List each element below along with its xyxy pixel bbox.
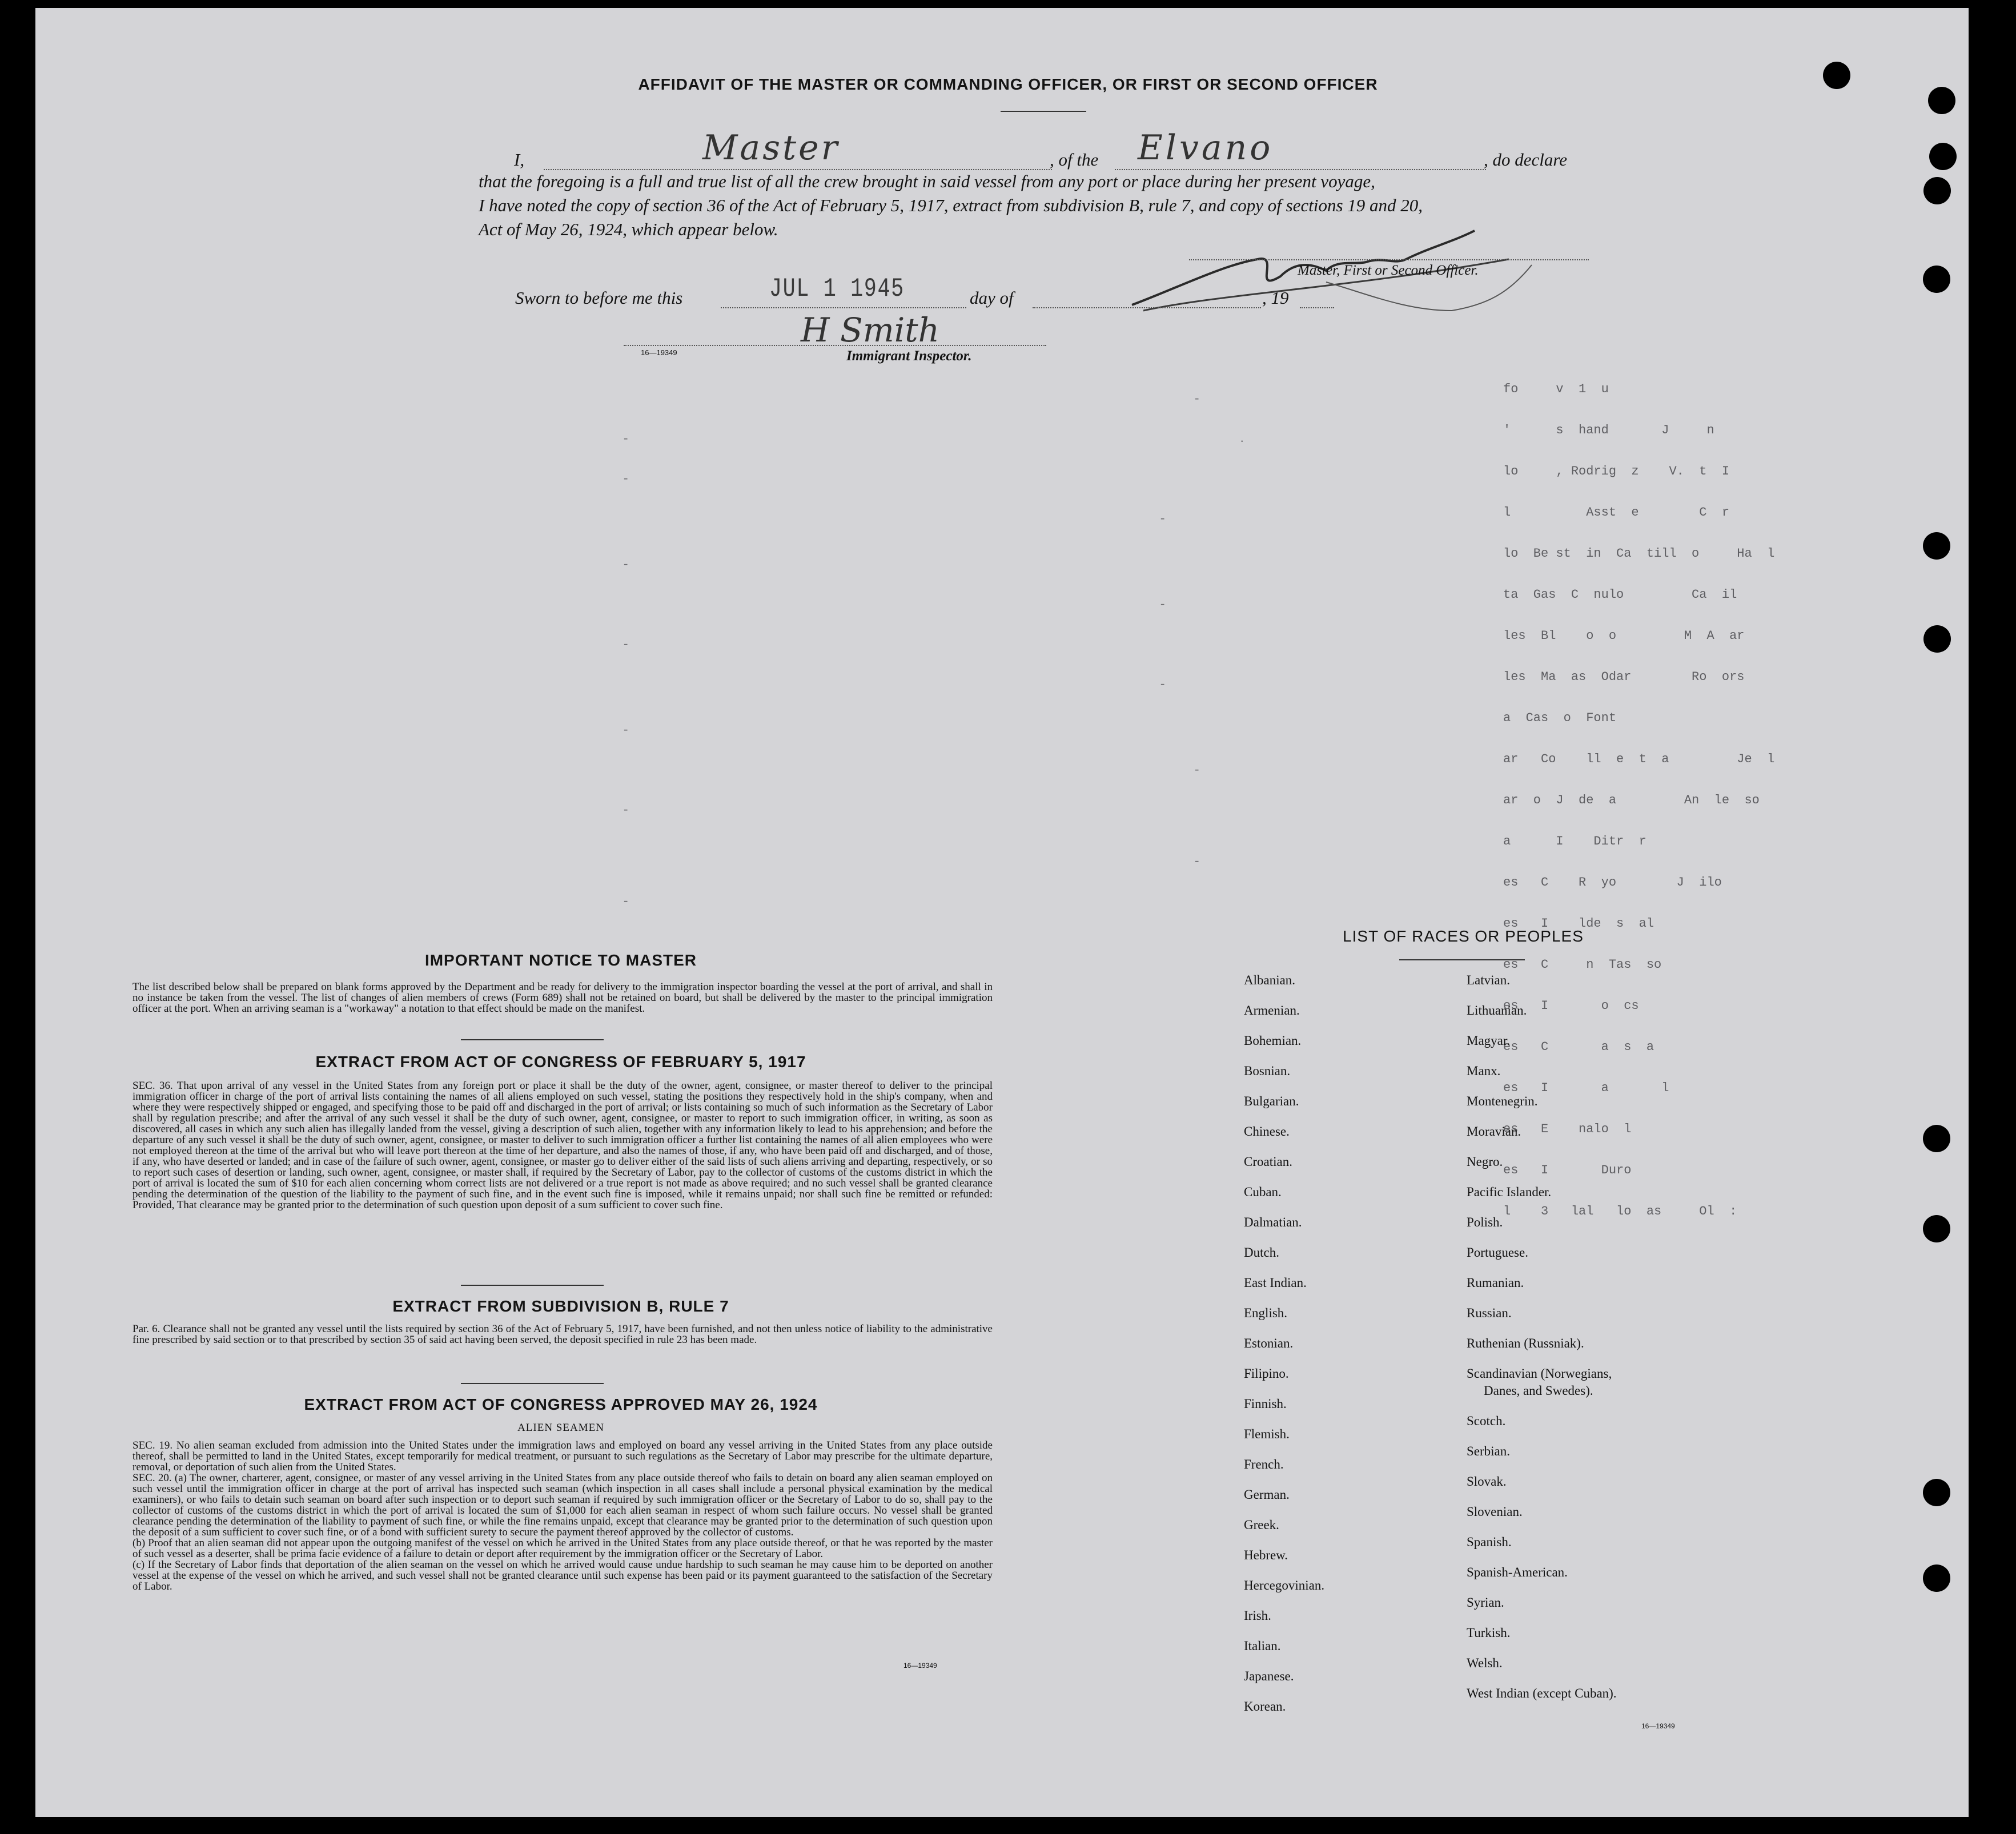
- sworn-year-line: [1300, 307, 1334, 308]
- punch-hole: [1923, 532, 1950, 560]
- punch-hole: [1923, 1564, 1950, 1592]
- inspector-caption: Immigrant Inspector.: [846, 348, 972, 364]
- bleed-through-line: a I Ditr r: [1503, 834, 1646, 848]
- extract-1924-text: [132, 1440, 993, 1592]
- punch-hole: [1928, 87, 1955, 114]
- punch-hole: [1923, 1125, 1950, 1152]
- dash-mark: -: [624, 470, 628, 485]
- signature-line: [1189, 259, 1589, 260]
- race-entry: Filipino.: [1244, 1366, 1289, 1381]
- section-divider: [461, 1039, 604, 1040]
- bleed-through-line: es C n Tas so: [1503, 958, 1662, 972]
- race-entry: Bohemian.: [1244, 1033, 1302, 1048]
- notice-title: IMPORTANT NOTICE TO MASTER: [424, 951, 697, 969]
- bleed-through-line: es C a s a: [1503, 1040, 1654, 1054]
- bleed-through-line: es I a l: [1503, 1081, 1669, 1095]
- master-name-handwritten: Master: [702, 128, 840, 168]
- race-entry: Turkish.: [1467, 1626, 1511, 1640]
- punch-hole: [1823, 62, 1850, 89]
- dash-mark: -: [1195, 762, 1199, 776]
- race-entry: Cuban.: [1244, 1185, 1282, 1199]
- race-entry: Dutch.: [1244, 1245, 1279, 1260]
- affidavit-form-number: 16—19349: [641, 348, 677, 357]
- race-entry: Croatian.: [1244, 1155, 1292, 1169]
- bleed-through-line: es I o cs: [1503, 999, 1639, 1013]
- bleed-through-line: a Cas o Font: [1503, 711, 1617, 725]
- affidavit-body-line-3: Act of May 26, 1924, which appear below.: [479, 219, 778, 239]
- bleed-through-line: ' s hand J n: [1503, 423, 1714, 437]
- bleed-through-line: lo , Rodrig z V. t I: [1503, 464, 1730, 478]
- race-entry: Greek.: [1244, 1518, 1279, 1532]
- bleed-through-line: l Asst e C r: [1503, 505, 1730, 520]
- race-entry: Flemish.: [1244, 1427, 1290, 1441]
- dash-mark: -: [624, 636, 628, 650]
- races-right-column: [1467, 973, 1724, 1716]
- race-entry: German.: [1244, 1487, 1290, 1502]
- punch-hole: [1923, 177, 1951, 204]
- year-prefix-label: , 19: [1262, 288, 1289, 308]
- race-entry: Scotch.: [1467, 1414, 1506, 1428]
- race-entry: Finnish.: [1244, 1397, 1287, 1411]
- dash-mark: -: [624, 802, 628, 816]
- race-entry: Danes, and Swedes).: [1484, 1383, 1593, 1398]
- races-form-number: 16—19349: [1641, 1722, 1675, 1730]
- races-divider: [1399, 959, 1525, 960]
- race-entry: English.: [1244, 1306, 1288, 1320]
- dash-mark: -: [624, 431, 628, 445]
- extract-1917-text: SEC. 36. That upon arrival of any vessel in the United States from any foreign port or place it shall be the duty of the owner, agent, consignee, or master thereof to deliver to the principal immigration officer in charge of the port of arrival lists containing the names of all aliens employed on such vessel, stating the positions they respectively hold in the ship's company, when and where they were respectively shipped or engaged, and specifying those to be paid off and discharged in the port of arrival; or lists containing so much of such information as the Secretary of Labor shall by regulation prescribe; and after the arrival of any such vessel it shall be the duty of such owner, agent, consignee, or master to report to such immigration officer, in writing, as soon as discovered, all cases in which any such alien has illegally landed from the vessel, giving a description of such alien, together with any information likely to lead to his apprehension; and before the departure of any such vessel it shall be the duty of such owner, agent, consignee, or master to deliver to such immigration officer a further list containing the names of all alien employees who were not employed thereon at the time of the arrival but who will leave port thereon at the time of her departure, and also the names of those, if any, who have been paid off and discharged, and of those, if any, who have deserted or landed; and in case of the failure of such owner, agent, consignee, or master go to deliver either of the said lists of such aliens arriving and departing, respectively, or so to report such cases of desertion or landing, such owner, agent, consignee, or master shall, if required by the Secretary of Labor, pay to the collector of customs of the customs district in which the port of arrival is located the sum of $10 for each alien concerning whom correct lists are not delivered or a true report is not made as above required; and no such vessel shall be granted clearance pending the determination of the question of the liability to the payment of such fine, and in the event such fine is imposed, while it remains unpaid; nor shall such fine be remitted or refunded: Provided, That clearance may be granted prior to the determination of such question upon deposit of a sum sufficient to cover such fine.: [132, 1080, 993, 1211]
- bleed-through-line: es I Duro: [1503, 1163, 1632, 1177]
- race-entry: Moravian.: [1467, 1124, 1521, 1139]
- master-name-line: [544, 169, 1052, 170]
- race-entry: Magyar.: [1467, 1033, 1511, 1048]
- sec-20b-text: (b) Proof that an alien seaman did not appear upon the outgoing manifest of the vessel on which he arrived in the United States from any place outside thereof, or that he was reported by the master of such vessel as a deserter, shall be prima facie evidence of a failure to detain or deport after requirement by the immigration officer or the Secretary of Labor.: [132, 1537, 993, 1560]
- race-entry: Syrian.: [1467, 1595, 1504, 1610]
- inspector-signature: H Smith: [801, 311, 939, 349]
- bleed-through-line: ar Co ll e t a Je l: [1503, 752, 1775, 766]
- dash-mark: -: [1160, 676, 1165, 690]
- race-entry: Negro.: [1467, 1155, 1503, 1169]
- dash-mark: -: [1160, 510, 1165, 525]
- race-entry: West Indian (except Cuban).: [1467, 1686, 1617, 1700]
- dash-mark: -: [1160, 596, 1165, 610]
- race-entry: Spanish-American.: [1467, 1565, 1568, 1579]
- race-entry: Russian.: [1467, 1306, 1512, 1320]
- bleed-through-line: les Ma as Odar Ro ors: [1503, 670, 1745, 684]
- race-entry: French.: [1244, 1457, 1284, 1471]
- signature-caption: Master, First or Second Officer.: [1298, 263, 1479, 278]
- bleed-through-line: ta Gas C nulo Ca il: [1503, 588, 1737, 602]
- race-entry: Spanish.: [1467, 1535, 1512, 1549]
- race-entry: Armenian.: [1244, 1003, 1300, 1017]
- race-entry: Rumanian.: [1467, 1276, 1524, 1290]
- bleed-through-line: l 3 lal lo as Ol :: [1503, 1204, 1737, 1218]
- sworn-label: Sworn to before me this: [515, 288, 683, 308]
- race-entry: Ruthenian (Russniak).: [1467, 1336, 1584, 1350]
- affidavit-title: AFFIDAVIT OF THE MASTER OR COMMANDING OFFICER, OR FIRST OR SECOND OFFICER: [638, 75, 1378, 93]
- race-entry: Irish.: [1244, 1608, 1271, 1623]
- sec-20c-text: (c) If the Secretary of Labor finds that deportation of the alien seaman on the vessel on which he arrived would cause undue hardship to such seaman he may cause him to be deported on another vessel at the expense of the vessel on which he arrived, and such vessel shall not be granted clearance until such expense has been paid or its payment guaranteed to the satisfaction of the Secretary of Labor.: [132, 1559, 993, 1592]
- race-entry: Hercegovinian.: [1244, 1578, 1325, 1592]
- day-of-label: day of: [970, 288, 1014, 308]
- affidavit-pronoun: I,: [514, 150, 525, 170]
- extract-1917-title: EXTRACT FROM ACT OF CONGRESS OF FEBRUARY 5, 1917: [315, 1053, 806, 1071]
- vessel-name-line: [1115, 169, 1486, 170]
- bleed-through-line: es I lde s al: [1503, 916, 1654, 931]
- affidavit-body-line-2: I have noted the copy of section 36 of the Act of February 5, 1917, extract from subdivision B, rule 7, and copy of sections 19 and 20,: [479, 195, 1423, 215]
- race-entry: Slovenian.: [1467, 1505, 1523, 1519]
- race-entry: Italian.: [1244, 1639, 1281, 1653]
- extract-1924-subtitle: ALIEN SEAMEN: [517, 1422, 604, 1434]
- manifest-sheet: [35, 8, 1969, 1817]
- inspector-line: [624, 345, 1046, 346]
- sworn-date-stamp: JUL 1 1945: [769, 274, 905, 304]
- race-entry: Serbian.: [1467, 1444, 1511, 1458]
- extract-1924-title: EXTRACT FROM ACT OF CONGRESS APPROVED MAY 26, 1924: [304, 1395, 818, 1413]
- extract-form-number: 16—19349: [903, 1662, 937, 1670]
- affidavit-body-line-1: that the foregoing is a full and true list of all the crew brought in said vessel from any port or place during her present voyage,: [479, 171, 1375, 191]
- race-entry: Latvian.: [1467, 973, 1510, 987]
- race-entry: Hebrew.: [1244, 1548, 1288, 1562]
- race-entry: Portuguese.: [1467, 1245, 1528, 1260]
- race-entry: East Indian.: [1244, 1276, 1307, 1290]
- race-entry: Welsh.: [1467, 1656, 1503, 1670]
- race-entry: Bosnian.: [1244, 1064, 1291, 1078]
- race-entry: Japanese.: [1244, 1669, 1294, 1683]
- title-underline: [1001, 111, 1086, 112]
- bleed-through-line: fo v 1 u: [1503, 382, 1609, 396]
- punch-hole: [1923, 625, 1951, 653]
- punch-hole: [1923, 1479, 1950, 1506]
- bleed-through-line: lo Be st in Ca till o Ha l: [1503, 546, 1775, 561]
- bleed-through-line: es C R yo J ilo: [1503, 875, 1722, 890]
- of-the-label: , of the: [1050, 150, 1099, 170]
- race-entry: Montenegrin.: [1467, 1094, 1538, 1108]
- sworn-month-line: [1033, 307, 1261, 308]
- race-entry: Lithuanian.: [1467, 1003, 1527, 1017]
- section-divider: [461, 1383, 604, 1384]
- race-entry: Scandinavian (Norwegians,: [1467, 1366, 1612, 1381]
- dash-mark: .: [1240, 431, 1244, 445]
- races-title: LIST OF RACES OR PEOPLES: [1343, 927, 1584, 945]
- extract-rule7-title: EXTRACT FROM SUBDIVISION B, RULE 7: [392, 1297, 729, 1315]
- sworn-day-line: [721, 307, 966, 308]
- race-entry: Manx.: [1467, 1064, 1501, 1078]
- section-divider: [461, 1285, 604, 1286]
- dash-mark: -: [1195, 853, 1199, 867]
- notice-text: The list described below shall be prepared on blank forms approved by the Department and be ready for delivery to the immigration inspector boarding the vessel at the port of arrival, and shall in no instance be taken from the vessel. The list of changes of alien members of crews (Form 689) shall not be retained on board, but shall be delivered by the master to the principal immigration officer at the port. When an arriving seaman is a "workaway" a notation to that effect should be made on the manifest.: [132, 981, 993, 1015]
- race-entry: Chinese.: [1244, 1124, 1290, 1139]
- sec-20a-text: SEC. 20. (a) The owner, charterer, agent, consignee, or master of any vessel arriving in the United States from any place outside thereof who fails to detain on board any alien seaman employed on such vessel until the immigration officer in charge at the port of arrival has inspected such seaman (which inspection in all cases shall include a personal physical examination by the medical examiners), or who fails to detain such seaman on board after such inspection or to deport such seaman if required by such immigration officer or the Secretary of Labor to do so, shall pay to the collector of customs of the customs district in which the port of arrival is located the sum of $1,000 for each alien seaman in respect of whom such failure occurs. No vessel shall be granted clearance pending the determination of the liability to payment of such fine, or while the fine remains unpaid, except that clearance may be granted prior to the determination of such question upon the deposit of a sum sufficient to cover such fine, or of a bond with sufficient surety to secure the payment thereof approved by the collector of customs.: [132, 1472, 993, 1538]
- race-entry: Estonian.: [1244, 1336, 1294, 1350]
- punch-hole: [1923, 1215, 1950, 1242]
- bleed-through-line: es E nalo l: [1503, 1122, 1632, 1136]
- punch-hole: [1929, 143, 1957, 170]
- race-entry: Pacific Islander.: [1467, 1185, 1552, 1199]
- race-entry: Korean.: [1244, 1699, 1286, 1714]
- dash-mark: -: [624, 893, 628, 907]
- race-entry: Slovak.: [1467, 1474, 1507, 1489]
- race-entry: Albanian.: [1244, 973, 1296, 987]
- sec-19-text: SEC. 19. No alien seaman excluded from admission into the United States under the immigration laws and employed on board any vessel arriving in the United States from any place outside thereof, shall be permitted to land in the United States, except temporarily for medical treatment, or pursuant to such regulations as the Secretary of Labor may prescribe for the ultimate departure, removal, or deportation of such alien from the United States.: [132, 1439, 993, 1473]
- vessel-name-handwritten: Elvano: [1138, 128, 1274, 168]
- dash-mark: -: [1195, 391, 1199, 405]
- punch-hole: [1923, 266, 1950, 293]
- dash-mark: -: [624, 722, 628, 736]
- race-entry: Polish.: [1467, 1215, 1503, 1229]
- race-entry: Bulgarian.: [1244, 1094, 1299, 1108]
- races-left-column: [1244, 973, 1415, 1730]
- dash-mark: -: [624, 556, 628, 570]
- do-declare-label: , do declare: [1484, 150, 1568, 170]
- race-entry: Dalmatian.: [1244, 1215, 1302, 1229]
- bleed-through-line: ar o J de a An le so: [1503, 793, 1760, 807]
- bleed-through-line: les Bl o o M A ar: [1503, 629, 1745, 643]
- extract-rule7-text: Par. 6. Clearance shall not be granted any vessel until the lists required by section 36 of the Act of February 5, 1917, have been furnished, and not then unless notice of liability to the administrative fine prescribed by said section or to that prescribed by section 35 of said act having been served, the deposit specified in rule 23 has been made.: [132, 1323, 993, 1346]
